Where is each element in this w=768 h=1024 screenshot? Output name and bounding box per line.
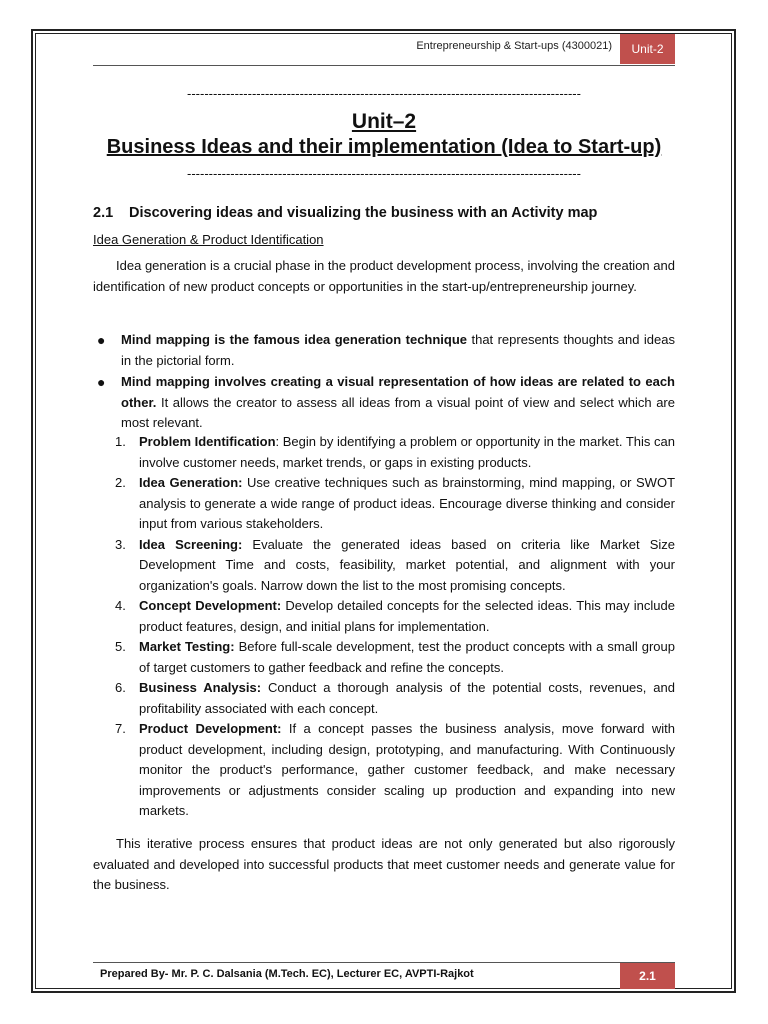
bullet-bold: Mind mapping is the famous idea generation technique: [121, 332, 468, 347]
footer-rule: [93, 962, 675, 963]
step-number: 3.: [115, 536, 126, 552]
step-number: 6.: [115, 680, 126, 695]
step-title: Idea Screening:: [139, 536, 243, 552]
step-item: [93, 432, 675, 473]
step-text: Before full-scale development, test the product concepts with a small group of target customers to gather feedback and refine the concepts.: [139, 639, 676, 675]
conclusion-paragraph: [93, 834, 675, 896]
step-number: 7.: [115, 721, 126, 736]
step-number: 4.: [115, 598, 126, 613]
step-text: Develop detailed concepts for the selected ideas. This may include product features, design, and initial plans for implementation.: [139, 598, 675, 634]
step-text: : Begin by identifying a problem or opportunity in the market. This can involve customer needs, market trends, or gaps in existing products.: [139, 434, 675, 470]
step-title: Business Analysis:: [139, 680, 262, 695]
step-title: Product Development:: [139, 721, 282, 736]
step-text: Evaluate the generated ideas based on criteria like Market Size Development Time and costs, feasibility, market potential, and alignment with your organization's goals. Narrow down the list to the most promising concepts.: [139, 536, 675, 593]
bullet-text: that represents thoughts and ideas in the pictorial form.: [121, 332, 675, 368]
intro-paragraph: [93, 256, 675, 297]
bullet-bold: Mind mapping involves creating a visual representation of how ideas are related to each other.: [121, 374, 675, 410]
header-course-title: Entrepreneurship & Start-ups (4300021): [416, 40, 612, 52]
bullet-item: [93, 330, 675, 371]
step-title: Idea Generation:: [139, 475, 243, 490]
footer-page-number: 2.1: [620, 963, 675, 989]
step-item: [93, 719, 675, 822]
step-item: [93, 637, 675, 678]
dash-divider-top: -------------------------------------------------------------------------------------------: [187, 86, 581, 101]
step-item: [93, 473, 675, 535]
dash-divider-bottom: -------------------------------------------------------------------------------------------: [187, 166, 581, 181]
step-number: 2.: [115, 475, 126, 490]
step-item: [93, 678, 675, 719]
bullet-icon: ●: [97, 332, 106, 348]
step-text: If a concept passes the business analysis, move forward with product development, including design, prototyping, and manufacturing. With Continuously monitor the product's performance, gather customer feedback, and make necessary improvements or adjustments consider scaling up production and expanding into new markets.: [139, 721, 675, 818]
main-title: Business Ideas and their implementation (Idea to Start-up): [106, 136, 662, 158]
bullet-text: It allows the creator to assess all ideas from a visual point of view and select which are most relevant.: [121, 394, 675, 430]
steps-list: [93, 432, 675, 822]
header-unit-badge: Unit-2: [620, 34, 675, 64]
step-text: Conduct a thorough analysis of the potential costs, revenues, and profitability associated with each concept.: [139, 680, 675, 716]
footer-prepared-by: Prepared By- Mr. P. C. Dalsania (M.Tech. EC), Lecturer EC, AVPTI-Rajkot: [100, 968, 474, 980]
step-item: [93, 535, 675, 597]
step-title: Problem Identification: [139, 434, 276, 449]
unit-title: Unit–2: [351, 110, 417, 133]
conclusion-text: This iterative process ensures that product ideas are not only generated but also rigorously evaluated and developed into successful products that meet customer needs and generate value for the business.: [93, 836, 675, 892]
bullet-icon: ●: [97, 374, 106, 390]
step-text: Use creative techniques such as brainstorming, mind mapping, or SWOT analysis to generate a wide range of product ideas. Encourage diverse thinking and consider input from various stakeholders.: [139, 475, 676, 531]
header-rule: [93, 65, 675, 66]
section-heading: [93, 205, 675, 221]
step-title: Market Testing:: [139, 639, 235, 654]
step-title: Concept Development:: [139, 598, 282, 613]
section-number: 2.1: [93, 205, 114, 221]
subheading: Idea Generation & Product Identification: [93, 232, 324, 247]
step-number: 5.: [115, 639, 126, 654]
step-item: [93, 596, 675, 637]
step-number: 1.: [115, 434, 126, 449]
intro-text: Idea generation is a crucial phase in the product development process, involving the creation and identification of new product concepts or opportunities in the start-up/entrepreneurship journey.: [93, 258, 675, 294]
section-heading-text: Discovering ideas and visualizing the business with an Activity map: [129, 205, 598, 221]
bullet-item: [93, 372, 675, 434]
